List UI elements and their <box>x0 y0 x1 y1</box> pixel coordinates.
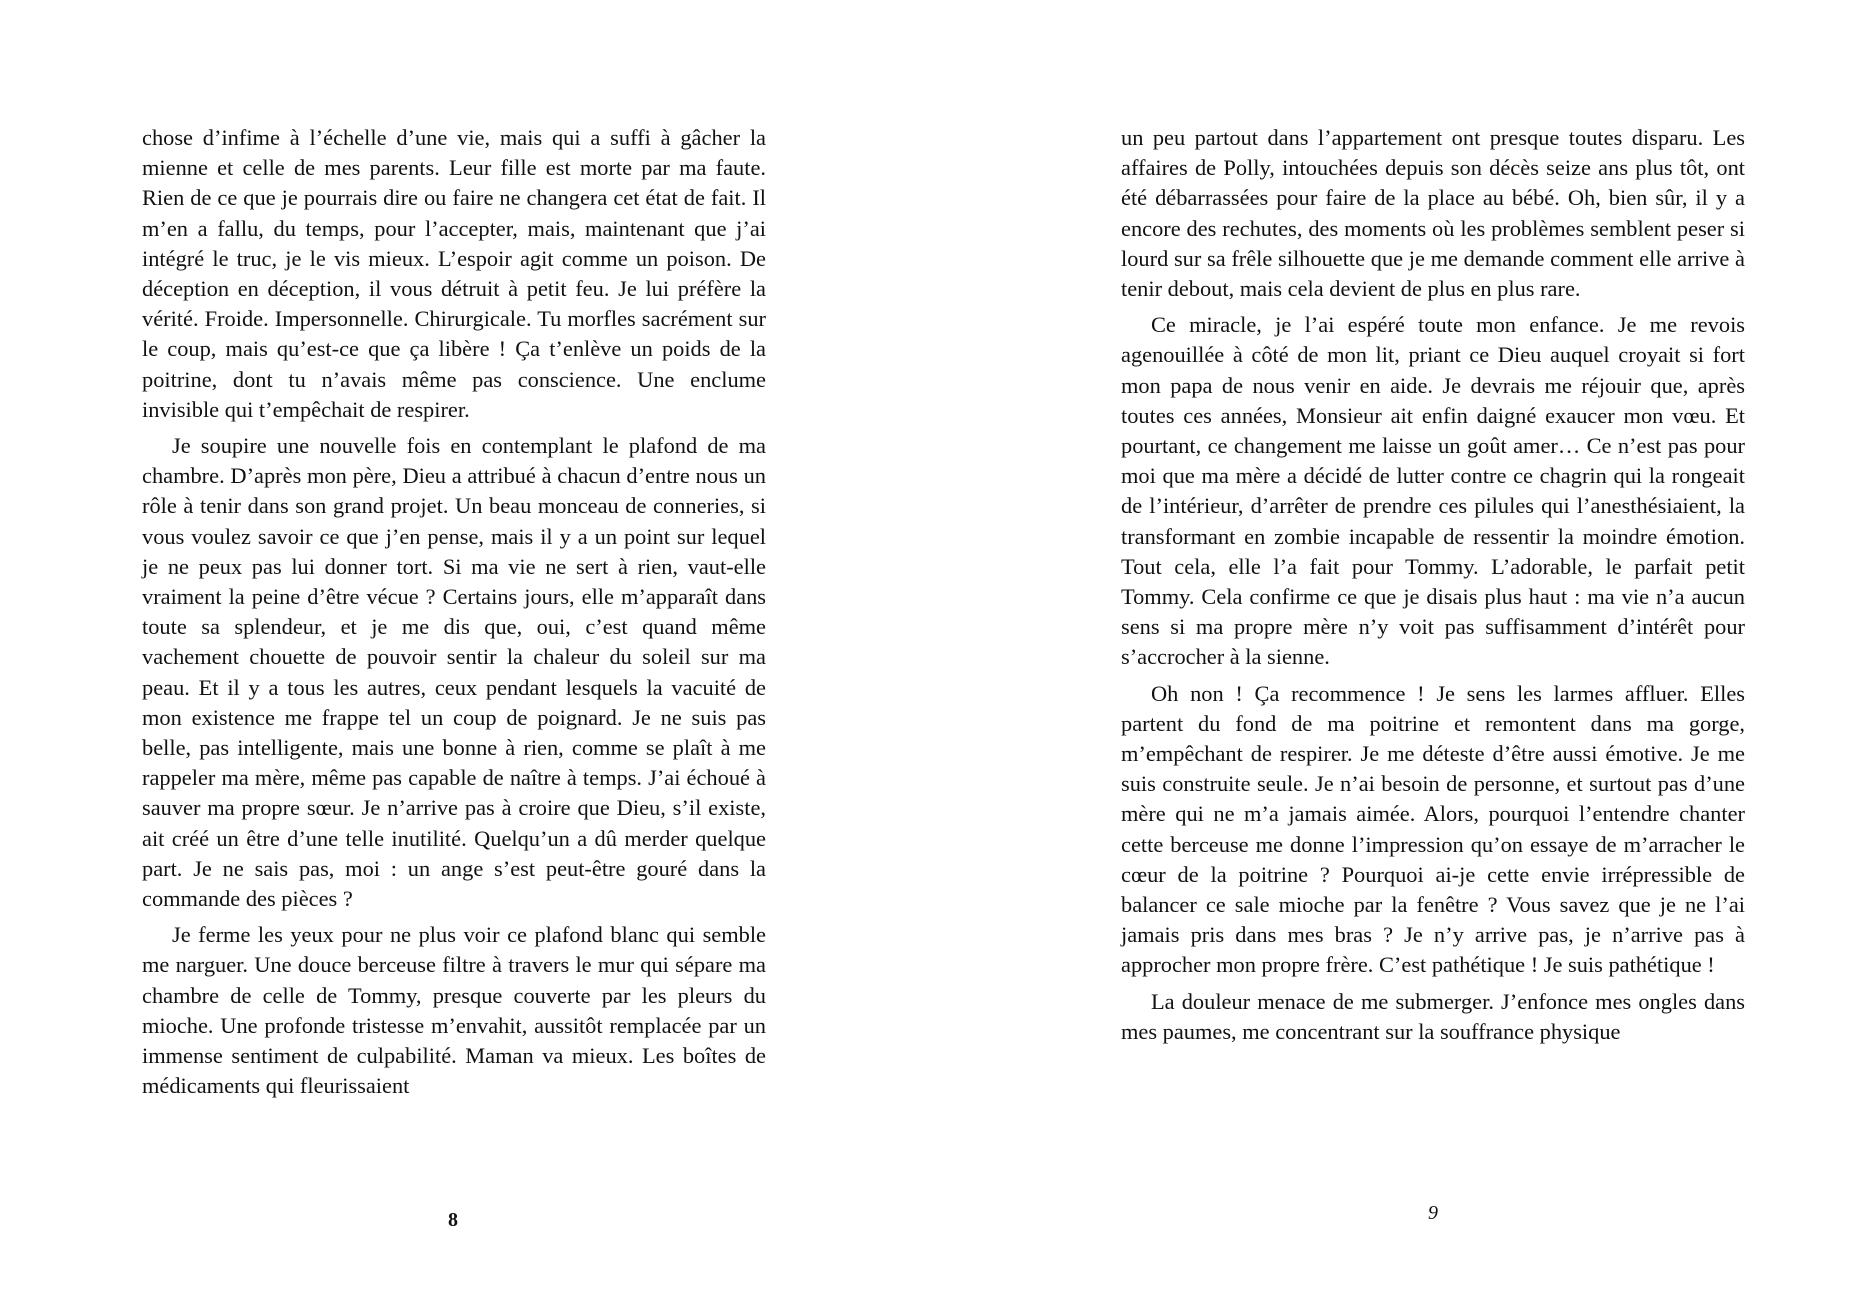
right-page <box>933 0 1866 1299</box>
paragraph: La douleur menace de me submerger. J’enfonce mes ongles dans mes paumes, me concentrant sur la souffrance physique <box>1121 988 1745 1044</box>
page-number: 9 <box>1428 1202 1438 1224</box>
right-page-text <box>1121 123 1745 1053</box>
paragraph: Je soupire une nouvelle fois en contemplant le plafond de ma chambre. D’après mon père, Dieu a attribué à chacun d’entre nous un rôle à tenir dans son grand projet. Un beau monceau de conneries, si vous voulez savoir ce que j’en pense, mais il y a un point sur lequel je ne peux pas lui donner tort. Si ma vie ne sert à rien, vaut-elle vraiment la peine d’être vécue ? Certains jours, elle m’apparaît dans toute sa splendeur, et je me dis que, oui, c’est quand même vachement chouette de pouvoir sentir la chaleur du soleil sur ma peau. Et il y a tous les autres, ceux pendant lesquels la vacuité de mon existence me frappe tel un coup de poignard. Je ne suis pas belle, pas intelligente, mais une bonne à rien, comme se plaît à me rappeler ma mère, même pas capable de naître à temps. J’ai échoué à sauver ma propre sœur. Je n’arrive pas à croire que Dieu, s’il existe, ait créé un être d’une telle inutilité. Quelqu’un a dû merder quelque part. Je ne sais pas, moi : un ange s’est peut-être gouré dans la commande des pièces ? <box>142 433 766 912</box>
paragraph: un peu partout dans l’appartement ont presque toutes disparu. Les affaires de Polly, intouchées depuis son décès seize ans plus tôt, ont été débarrassées pour faire de la place au bébé. Oh, bien sûr, il y a encore des rechutes, des moments où les problèmes semblent peser si lourd sur sa frêle silhouette que je me demande comment elle arrive à tenir debout, mais cela devient de plus en plus rare. <box>1121 125 1745 302</box>
paragraph: Je ferme les yeux pour ne plus voir ce plafond blanc qui semble me narguer. Une douce berceuse filtre à travers le mur qui sépare ma chambre de celle de Tommy, presque couverte par les pleurs du mioche. Une profonde tristesse m’envahit, aussitôt remplacée par un immense sentiment de culpabilité. Maman va mieux. Les boîtes de médicaments qui fleurissaient <box>142 922 766 1099</box>
paragraph: Oh non ! Ça recommence ! Je sens les larmes affluer. Elles partent du fond de ma poitrine et remontent dans ma gorge, m’empêchant de respirer. Je me déteste d’être aussi émotive. Je me suis construite seule. Je n’ai besoin de personne, et surtout pas d’une mère qui ne m’a jamais aimée. Alors, pourquoi l’entendre chanter cette berceuse me donne l’impression qu’on essaye de m’arracher le cœur de la poitrine ? Pourquoi ai-je cette envie irrépressible de balancer ce sale mioche par la fenêtre ? Vous savez que je ne l’ai jamais pris dans mes bras ? Je n’y arrive pas, je n’arrive pas à approcher mon propre frère. C’est pathétique ! Je suis pathétique ! <box>1121 680 1745 978</box>
left-page-text <box>142 123 766 1108</box>
paragraph: Ce miracle, je l’ai espéré toute mon enfance. Je me revois agenouillée à côté de mon lit, priant ce Dieu auquel croyait si fort mon papa de nous venir en aide. Je devrais me réjouir que, après toutes ces années, Monsieur ait enfin daigné exaucer mon vœu. Et pourtant, ce changement me laisse un goût amer… Ce n’est pas pour moi que ma mère a décidé de lutter contre ce chagrin qui la rongeait de l’intérieur, d’arrêter de prendre ces pilules qui l’anesthésiaient, la transformant en zombie incapable de ressentir la moindre émotion. Tout cela, elle l’a fait pour Tommy. L’adorable, le parfait petit Tommy. Cela confirme ce que je disais plus haut : ma vie n’a aucun sens si ma propre mère n’y voit pas suffisamment d’intérêt pour s’accrocher à la sienne. <box>1121 312 1745 670</box>
page-number: 8 <box>448 1209 458 1231</box>
paragraph: chose d’infime à l’échelle d’une vie, mais qui a suffi à gâcher la mienne et celle de mes parents. Leur fille est morte par ma faute. Rien de ce que je pourrais dire ou faire ne changera cet état de fait. Il m’en a fallu, du temps, pour l’accepter, mais, maintenant que j’ai intégré le truc, je le vis mieux. L’espoir agit comme un poison. De déception en déception, il vous détruit à petit feu. Je lui préfère la vérité. Froide. Impersonnelle. Chirurgicale. Tu morfles sacrément sur le coup, mais qu’est-ce que ça libère ! Ça t’enlève un poids de la poitrine, dont tu n’avais même pas conscience. Une enclume invisible qui t’empêchait de respirer. <box>142 125 766 422</box>
